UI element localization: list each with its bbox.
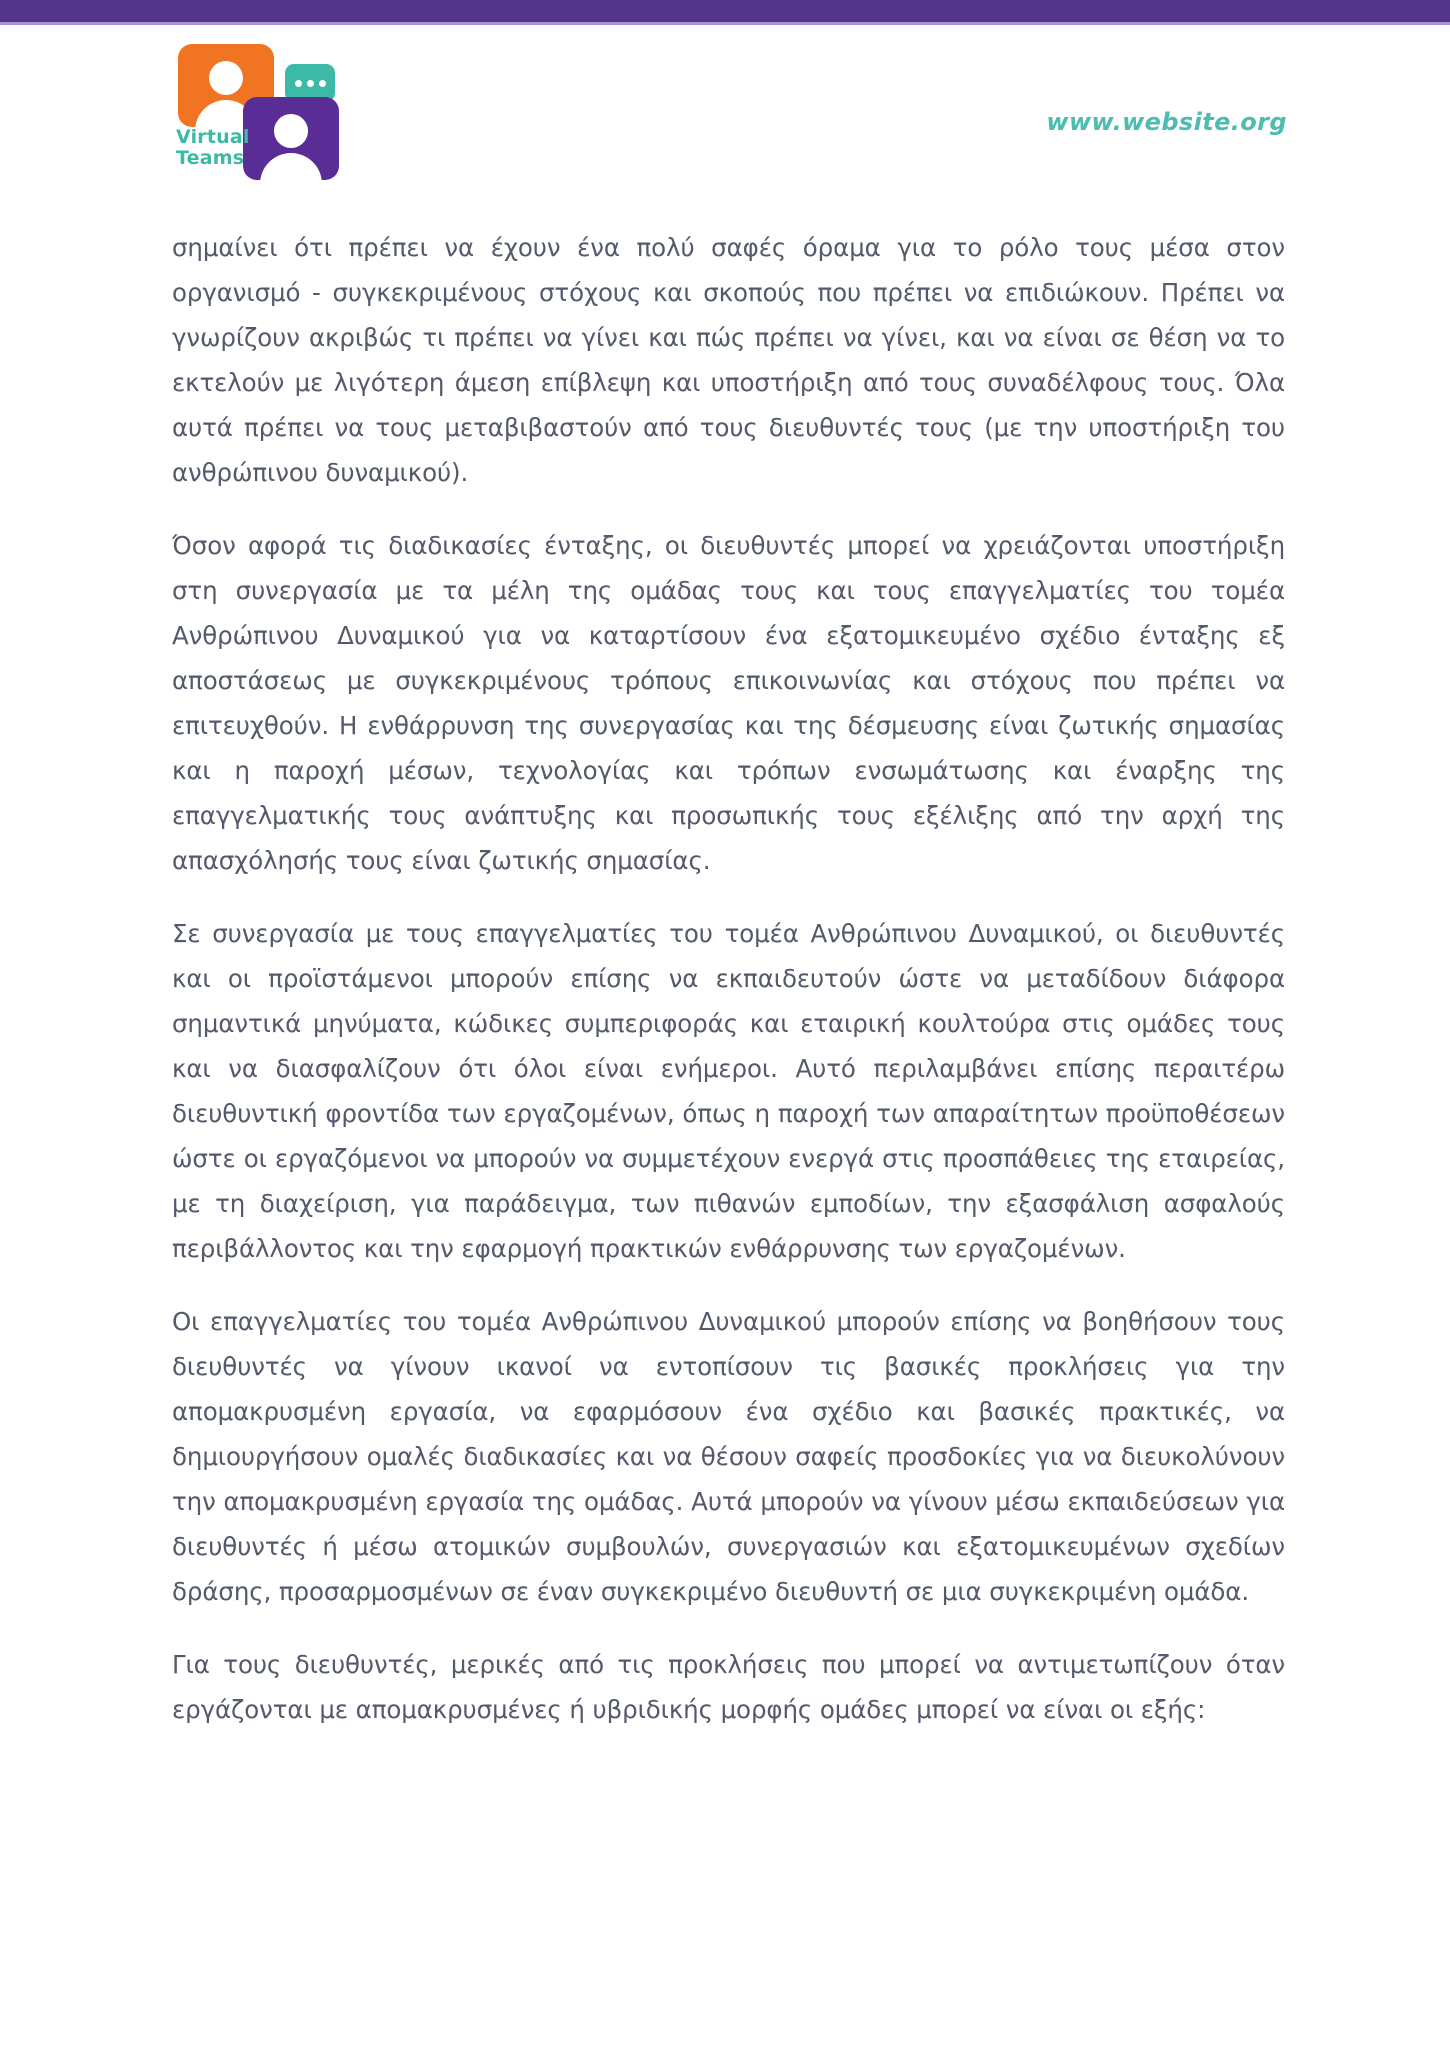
logo-wordmark-line1: Virtual (176, 126, 250, 148)
paragraph: σημαίνει ότι πρέπει να έχουν ένα πολύ σαφές όραμα για το ρόλο τους μέσα στον οργανισμό - συγκεκριμένους στόχους και σκοπούς που πρέπει να επιδιώκουν. Πρέπει να γνωρίζουν ακριβώς τι πρέπει να γίνει και πώς πρέπει να γίνει, και να είναι σε θέση να το εκτελούν με λιγότερη άμεση επίβλεψη και υποστήριξη από τους συναδέλφους τους. Όλα αυτά πρέπει να τους μεταβιβαστούν από τους διευθυντές τους (με την υποστήριξη του ανθρώπινου δυναμικού). (172, 233, 1285, 487)
logo-wordmark (176, 127, 256, 169)
logo-wordmark-line2: Teams (176, 147, 245, 169)
paragraph: Για τους διευθυντές, μερικές από τις προκλήσεις που μπορεί να αντιμετωπίζουν όταν εργάζονται με απομακρυσμένες ή υβριδικής μορφής ομάδες μπορεί να είναι οι εξής: (172, 1650, 1285, 1724)
chat-dot (307, 80, 314, 87)
chat-dot (295, 80, 302, 87)
person-icon-body (260, 153, 322, 180)
logo-purple-card (243, 97, 339, 180)
paragraph: Σε συνεργασία με τους επαγγελματίες του τομέα Ανθρώπινου Δυναμικού, οι διευθυντές και οι προϊστάμενοι μπορούν επίσης να εκπαιδευτούν ώστε να μεταδίδουν διάφορα σημαντικά μηνύματα, κώδικες συμπεριφοράς και εταιρική κουλτούρα στις ομάδες τους και να διασφαλίζουν ότι όλοι είναι ενήμεροι. Αυτό περιλαμβάνει επίσης περαιτέρω διευθυντική φροντίδα των εργαζομένων, όπως η παροχή των απαραίτητων προϋποθέσεων ώστε οι εργαζόμενοι να μπορούν να συμμετέχουν ενεργά στις προσπάθειες της εταιρείας, με τη διαχείριση, για παράδειγμα, των πιθανών εμποδίων, την εξασφάλιση ασφαλούς περιβάλλοντος και την εφαρμογή πρακτικών ενθάρρυνσης των εργαζομένων. (172, 919, 1285, 1263)
page-header (0, 25, 1450, 200)
paragraph: Οι επαγγελματίες του τομέα Ανθρώπινου Δυναμικού μπορούν επίσης να βοηθήσουν τους διευθυντές να γίνουν ικανοί να εντοπίσουν τις βασικές προκλήσεις για την απομακρυσμένη εργασία, να εφαρμόσουν ένα σχέδιο και βασικές πρακτικές, να δημιουργήσουν ομαλές διαδικασίες και να θέσουν σαφείς προσδοκίες για να διευκολύνουν την απομακρυσμένη εργασία της ομάδας. Αυτά μπορούν να γίνουν μέσω εκπαιδεύσεων για διευθυντές ή μέσω ατομικών συμβουλών, συνεργασιών και εξατομικευμένων σχεδίων δράσης, προσαρμοσμένων σε έναν συγκεκριμένο διευθυντή σε μια συγκεκριμένη ομάδα. (172, 1307, 1285, 1606)
top-purple-band (0, 0, 1450, 22)
site-url: www.website.org (1046, 108, 1287, 136)
person-icon-head (274, 114, 308, 148)
virtual-teams-logo (172, 37, 362, 177)
person-icon-head (209, 61, 243, 95)
paragraph: Όσον αφορά τις διαδικασίες ένταξης, οι διευθυντές μπορεί να χρειάζονται υποστήριξη στη συνεργασία με τα μέλη της ομάδας τους και τους επαγγελματίες του τομέα Ανθρώπινου Δυναμικού για να καταρτίσουν ένα εξατομικευμένο σχέδιο ένταξης εξ αποστάσεως με συγκεκριμένους τρόπους επικοινωνίας και στόχους που πρέπει να επιτευχθούν. Η ενθάρρυνση της συνεργασίας και της δέσμευσης είναι ζωτικής σημασίας και η παροχή μέσων, τεχνολογίας και τρόπων ενσωμάτωσης και έναρξης της επαγγελματικής τους ανάπτυξης και προσωπικής τους εξέλιξης από την αρχή της απασχόλησής τους είναι ζωτικής σημασίας. (172, 531, 1285, 875)
document-body (172, 225, 1285, 1732)
chat-dot (319, 80, 326, 87)
